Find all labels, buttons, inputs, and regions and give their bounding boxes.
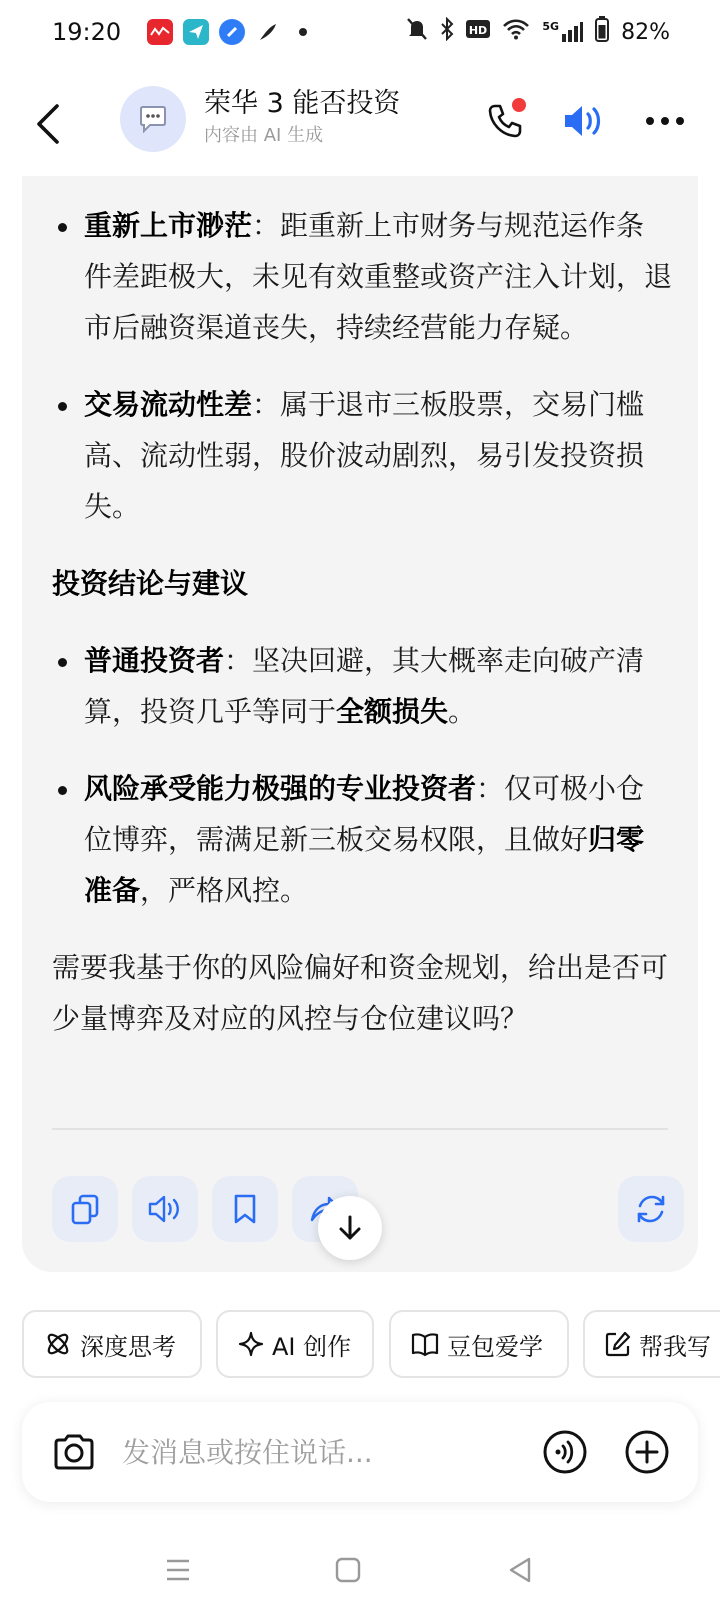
feature-chips <box>22 1310 720 1380</box>
notification-dot <box>512 98 526 112</box>
chip-label: 豆包爱学 <box>447 1332 543 1361</box>
follow-up-question: 需要我基于你的风险偏好和资金规划，给出是否可少量博弈及对应的风控与仓位建议吗？ <box>52 951 669 1035</box>
system-nav-bar <box>0 1540 720 1600</box>
list-item-text: ，严格风控。 <box>140 874 309 907</box>
status-app-icons <box>147 19 307 45</box>
signal-icon <box>542 21 583 43</box>
edit-icon <box>605 1331 631 1357</box>
list-item-heading: 交易流动性差 <box>84 388 253 421</box>
chip-label: 帮我写 <box>639 1332 711 1361</box>
more-dots-icon <box>645 116 685 126</box>
message-input[interactable] <box>122 1428 502 1476</box>
more-options-button[interactable] <box>640 96 690 146</box>
chip-label: 深度思考 <box>80 1332 176 1361</box>
chip-ai-creation[interactable] <box>216 1310 374 1378</box>
feather-app-icon <box>255 19 281 45</box>
list-item-heading: 重新上市渺茫 <box>84 209 253 242</box>
more-notifications-dot <box>299 28 307 36</box>
speaker-outline-icon <box>147 1194 183 1224</box>
chip-doubao-learn[interactable] <box>389 1310 569 1378</box>
avatar[interactable] <box>120 86 186 152</box>
svg-text:HD: HD <box>469 24 488 37</box>
triangle-back-icon <box>507 1556 533 1584</box>
plus-circle-icon <box>624 1429 670 1475</box>
nav-menu-button[interactable] <box>156 1548 200 1592</box>
atom-icon <box>44 1330 72 1358</box>
message-content <box>52 200 672 1044</box>
red-app-icon <box>147 19 173 45</box>
list-item <box>52 200 672 353</box>
emphasis-text: 归零准备 <box>84 823 645 907</box>
voice-readout-button[interactable] <box>558 96 608 146</box>
wifi-icon <box>502 18 530 46</box>
copy-button[interactable] <box>52 1176 118 1242</box>
menu-lines-icon <box>164 1557 192 1583</box>
battery-icon <box>595 16 609 48</box>
square-icon <box>335 1557 361 1583</box>
chip-help-write[interactable] <box>583 1310 720 1378</box>
copy-icon <box>70 1193 100 1225</box>
list-item-heading: 风险承受能力极强的专业投资者 <box>84 772 477 805</box>
status-system-icons <box>406 16 670 48</box>
chevron-left-icon <box>35 104 61 144</box>
chat-title: 荣华 3 能否投资 <box>204 88 401 119</box>
chip-deep-thinking[interactable] <box>22 1310 202 1378</box>
list-item-text: ：仅可极小仓位博弈，需满足新三板交易权限，且做好 <box>84 772 645 856</box>
ai-generated-label: 内容由 AI 生成 <box>204 125 324 146</box>
section-heading: 投资结论与建议 <box>52 567 249 600</box>
ai-message-card <box>22 176 698 1272</box>
read-aloud-button[interactable] <box>132 1176 198 1242</box>
chat-header <box>0 80 720 172</box>
list-item-heading: 普通投资者 <box>84 644 225 677</box>
scroll-to-bottom-button[interactable] <box>318 1196 382 1260</box>
refresh-icon <box>634 1192 668 1226</box>
battery-level: 82% <box>621 19 670 45</box>
blue-app-icon <box>219 19 245 45</box>
voice-wave-icon <box>542 1429 588 1475</box>
back-button[interactable] <box>26 96 70 152</box>
list-item <box>52 763 672 916</box>
list-item-text: 。 <box>448 695 477 728</box>
camera-icon <box>52 1433 96 1471</box>
message-input-bar <box>22 1402 698 1502</box>
chip-label: AI 创作 <box>272 1332 352 1361</box>
list-item <box>52 635 672 737</box>
network-type: 5G <box>542 20 560 33</box>
emphasis-text: 全额损失 <box>336 695 449 728</box>
bookmark-icon <box>232 1193 258 1225</box>
list-item <box>52 379 672 532</box>
status-time: 19:20 <box>52 18 122 46</box>
status-bar <box>0 0 720 64</box>
sparkle-icon <box>238 1331 264 1357</box>
chat-title-block <box>204 86 400 150</box>
camera-button[interactable] <box>50 1428 98 1476</box>
phone-call-button[interactable] <box>480 96 530 146</box>
voice-call-button[interactable] <box>542 1429 588 1475</box>
list-item-text: ：属于退市三板股票，交易门槛高、流动性弱，股价波动剧烈，易引发投资损失。 <box>84 388 645 523</box>
arrow-down-icon <box>338 1214 362 1242</box>
regenerate-button[interactable] <box>618 1176 684 1242</box>
chat-bubble-icon <box>138 105 168 133</box>
bluetooth-icon <box>440 17 454 47</box>
hd-icon <box>466 19 490 45</box>
divider <box>52 1128 668 1130</box>
nav-back-button[interactable] <box>498 1548 542 1592</box>
bookmark-button[interactable] <box>212 1176 278 1242</box>
nav-home-button[interactable] <box>326 1548 370 1592</box>
list-item-text: ：距重新上市财务与规范运作条件差距极大，未见有效重整或资产注入计划，退市后融资渠道丧失，持续经营能力存疑。 <box>84 209 673 344</box>
add-attachment-button[interactable] <box>624 1429 670 1475</box>
cyan-app-icon <box>183 19 209 45</box>
mute-icon <box>406 17 428 47</box>
book-icon <box>411 1331 439 1357</box>
speaker-icon <box>562 103 604 139</box>
list-item-text: ：坚决回避，其大概率走向破产清算，投资几乎等同于 <box>84 644 645 728</box>
